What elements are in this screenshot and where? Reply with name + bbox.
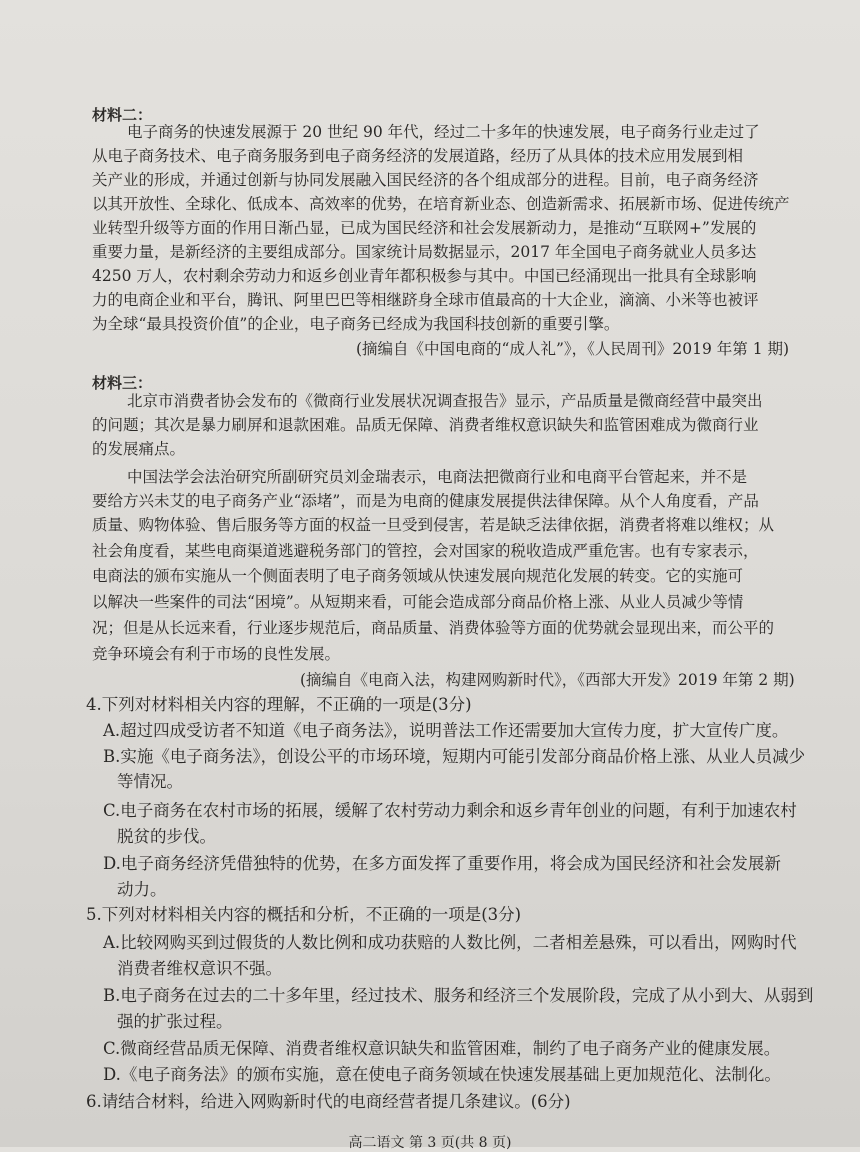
material3-line: 以解决一些案件的司法“困境”。从短期来看，可能会造成部分商品价格上涨、从业人员减少等情 [92, 593, 744, 611]
material3-line: 的发展痛点。 [92, 440, 186, 458]
question-5-option-d: D.《电子商务法》的颁布实施，意在使电子商务领域在快速发展基础上更加规范化、法制化。 [103, 1065, 781, 1084]
question-5-option-a-cont: 消费者维权意识不强。 [117, 959, 282, 978]
material3-line: 况；但是从长远来看，行业逐步规范后，商品质量、消费体验等方面的优势就会显现出来，而公平的 [92, 619, 775, 637]
material2-line: 关产业的形成，并通过创新与协同发展融入国民经济的各个组成部分的进程。目前，电子商务经济 [92, 171, 759, 189]
material3-line: 质量、购物体验、售后服务等方面的权益一旦受到侵害，若是缺乏法律依据，消费者将难以维权；从 [92, 516, 775, 534]
material3-source: (摘编自《电商入法，构建网购新时代》，《西部大开发》2019 年第 2 期) [300, 671, 795, 689]
question-4-option-a: A.超过四成受访者不知道《电子商务法》，说明普法工作还需要加大宣传力度，扩大宣传广度。 [103, 721, 789, 740]
material3-heading: 材料三： [92, 374, 153, 392]
material2-line: 4250 万人，农村剩余劳动力和返乡创业青年都积极参与其中。中国已经涌现出一批具有全球影响 [92, 267, 757, 285]
material2-line: 为全球“最具投资价值”的企业，电子商务已经成为我国科技创新的重要引擎。 [92, 315, 620, 333]
question-4-option-b: B.实施《电子商务法》，创设公平的市场环境，短期内可能引发部分商品价格上涨、从业人员减少 [103, 747, 806, 766]
question-5-option-b: B.电子商务在过去的二十多年里，经过技术、服务和经济三个发展阶段，完成了从小到大、从弱到 [103, 986, 814, 1005]
material3-line: 社会角度看，某些电商渠道逃避税务部门的管控，会对国家的税收造成严重危害。也有专家表示， [92, 542, 759, 560]
material2-source: (摘编自《中国电商的“成人礼”》，《人民周刊》2019 年第 1 期) [356, 340, 790, 358]
question-4-option-d-cont: 动力。 [117, 880, 167, 899]
material2-line: 重要力量，是新经济的主要组成部分。国家统计局数据显示，2017 年全国电子商务就业人员多达 [92, 243, 757, 261]
material2-line: 业转型升级等方面的作用日渐凸显，已成为国民经济和社会发展新动力，是推动“互联网+”发展的 [92, 219, 757, 237]
material3-line: 竞争环境会有利于市场的良性发展。 [92, 645, 341, 663]
question-5-option-b-cont: 强的扩张过程。 [117, 1012, 233, 1031]
question-5-option-a: A.比较网购买到过假货的人数比例和成功获赔的人数比例，二者相差悬殊，可以看出，网购时代 [103, 933, 797, 952]
question-4-option-c-cont: 脱贫的步伐。 [117, 827, 216, 846]
material3-line: 中国法学会法治研究所副研究员刘金瑞表示，电商法把微商行业和电商平台管起来，并不是 [127, 468, 748, 486]
material2-line: 电子商务的快速发展源于 20 世纪 90 年代，经过二十多年的快速发展，电子商务行业走过了 [127, 123, 760, 141]
material2-line: 从电子商务技术、电子商务服务到电子商务经济的发展道路，经历了从具体的技术应用发展到相 [92, 147, 744, 165]
question-5-stem: 5.下列对材料相关内容的概括和分析，不正确的一项是(3分) [86, 905, 522, 924]
material2-line: 力的电商企业和平台，腾讯、阿里巴巴等相继跻身全球市值最高的十大企业，滴滴、小米等也被评 [92, 291, 759, 309]
material3-line: 的问题；其次是暴力刷屏和退款困难。品质无保障、消费者维权意识缺失和监管困难成为微商行业 [92, 416, 759, 434]
question-5-option-c: C.微商经营品质无保障、消费者维权意识缺失和监管困难，制约了电子商务产业的健康发展。 [103, 1039, 781, 1058]
question-4-stem: 4.下列对材料相关内容的理解，不正确的一项是(3分) [86, 695, 472, 714]
question-6-stem: 6.请结合材料，给进入网购新时代的电商经营者提几条建议。(6分) [86, 1092, 571, 1111]
page-footer: 高二语文 第 3 页(共 8 页) [348, 1135, 512, 1151]
material2-heading: 材料二： [92, 106, 153, 124]
material3-line: 北京市消费者协会发布的《微商行业发展状况调查报告》显示，产品质量是微商经营中最突出 [127, 392, 763, 410]
material2-line: 以其开放性、全球化、低成本、高效率的优势，在培育新业态、创造新需求、拓展新市场、促进传统产 [92, 195, 790, 213]
question-4-option-b-cont: 等情况。 [117, 772, 183, 791]
question-4-option-c: C.电子商务在农村市场的拓展，缓解了农村劳动力剩余和返乡青年创业的问题，有利于加速农村 [103, 801, 797, 820]
material3-line: 电商法的颁布实施从一个侧面表明了电子商务领域从快速发展向规范化发展的转变。它的实施可 [92, 567, 744, 585]
material3-line: 要给方兴未艾的电子商务产业“添堵”，而是为电商的健康发展提供法律保障。从个人角度看，产品 [92, 492, 759, 510]
question-4-option-d: D.电子商务经济凭借独特的优势，在多方面发挥了重要作用，将会成为国民经济和社会发展新 [103, 854, 781, 873]
